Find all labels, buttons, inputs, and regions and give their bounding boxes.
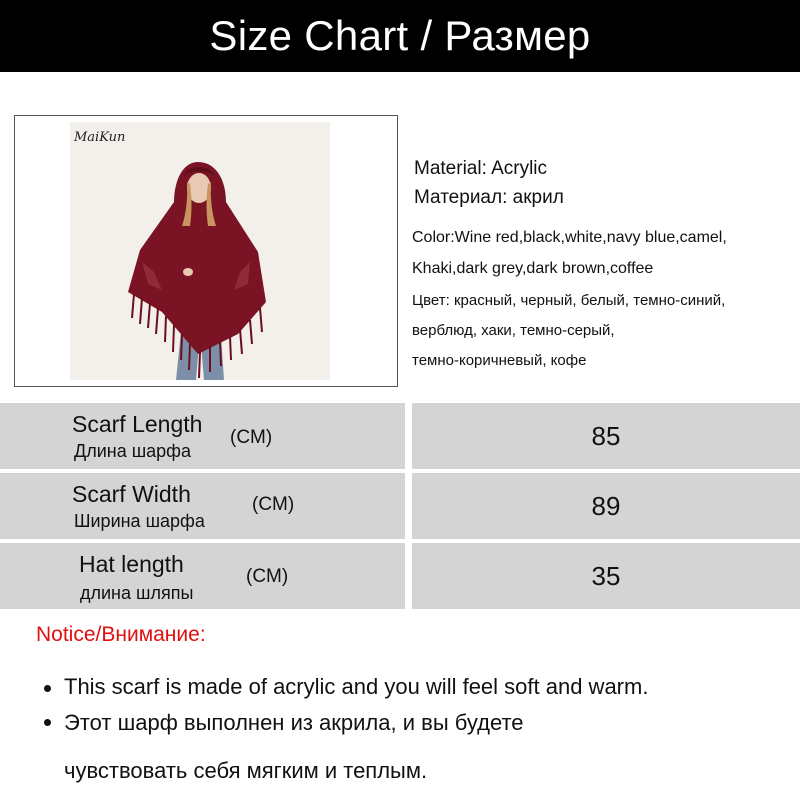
product-photo-frame: [14, 115, 398, 387]
page-title: Size Chart / Размер: [209, 12, 591, 59]
size-row-scarf-length: [0, 403, 800, 469]
size-label-cell: [0, 403, 405, 469]
color-ru-line1: Цвет: красный, черный, белый, темно-синий,: [412, 292, 726, 309]
size-label-ru: Длина шарфа: [74, 441, 191, 461]
size-row-scarf-width: [0, 473, 800, 539]
color-ru-line3: темно-коричневый, кофе: [412, 352, 587, 369]
size-value: 35: [591, 560, 621, 591]
size-unit: (CM): [230, 427, 273, 448]
size-value: 89: [591, 490, 621, 521]
size-label-en: Hat length: [79, 551, 184, 577]
brand-logo: MaiKun: [74, 130, 126, 145]
model-illustration: [70, 122, 330, 380]
size-label-cell: [0, 473, 405, 539]
notice-line-en: This scarf is made of acrylic and you will feel soft and warm.: [64, 674, 649, 699]
size-label-cell: [0, 543, 405, 609]
material-ru: Материал: акрил: [414, 187, 564, 208]
size-label-ru: длина шляпы: [80, 583, 194, 603]
size-value-cell: [412, 473, 800, 539]
notice-line-ru-1: Этот шарф выполнен из акрила, и вы будете: [64, 710, 524, 735]
size-value-cell: [412, 543, 800, 609]
size-unit: (CM): [246, 566, 289, 587]
notice-line-ru-2: чувствовать себя мягким и теплым.: [64, 758, 428, 783]
size-label-ru: Ширина шарфа: [74, 511, 205, 531]
size-row-hat-length: [0, 543, 800, 609]
size-value-cell: [412, 403, 800, 469]
size-unit: (CM): [252, 494, 295, 515]
size-label-en: Scarf Length: [72, 411, 203, 437]
color-ru-line2: верблюд, хаки, темно-серый,: [412, 322, 615, 339]
page-header: [0, 0, 800, 72]
notice-title: Notice/Внимание:: [36, 623, 206, 646]
bullet-dot: [44, 685, 51, 692]
size-value: 85: [591, 420, 621, 451]
product-photo: [70, 122, 330, 380]
color-en-line2: Khaki,dark grey,dark brown,coffee: [412, 260, 654, 277]
material-en: Material: Acrylic: [414, 158, 548, 179]
size-label-en: Scarf Width: [72, 481, 191, 507]
bullet-dot: [44, 719, 51, 726]
color-en-line1: Color:Wine red,black,white,navy blue,camel,: [412, 229, 727, 246]
